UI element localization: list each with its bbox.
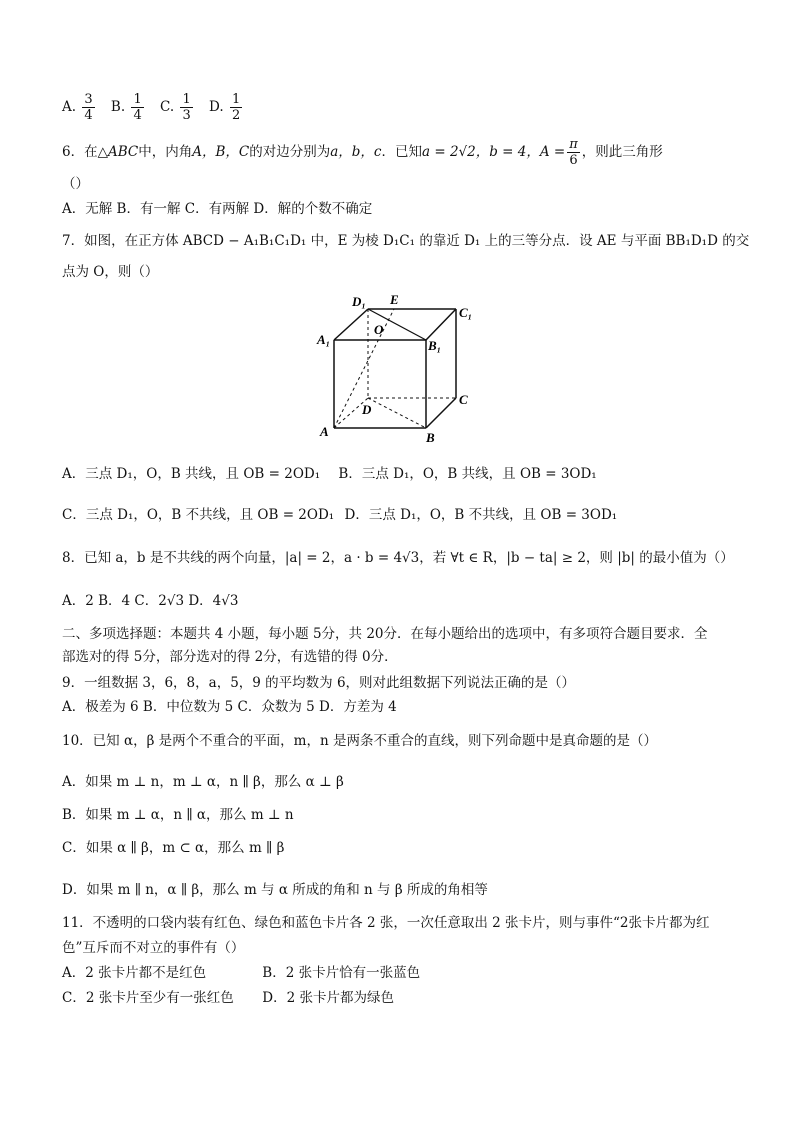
label-A1: A₁ (317, 332, 331, 347)
q11-options-row2 (62, 988, 394, 1008)
section2-instructions-line2: 部选对的得 5分，部分选对的得 2分，有选错的得 0分． (62, 649, 398, 665)
edge-A1-D1 (334, 309, 368, 340)
label-B1: B₁ (428, 338, 442, 353)
q7-option-c: C．三点 D₁，O，B 不共线，且 OB = 2OD₁ (62, 507, 335, 523)
q7-stem-line1: 7．如图，在正方体 ABCD − A₁B₁C₁D₁ 中，E 为棱 D₁C₁ 的靠近 D₁ 上的三等分点．设 AE 与平面 BB₁D₁D 的交 (62, 233, 750, 249)
q10-option-a: A．如果 m ⊥ n，m ⊥ α，n ∥ β，那么 α ⊥ β (62, 774, 344, 790)
label-B: B (426, 430, 435, 445)
q10-option-b: B．如果 m ⊥ α，n ∥ α，那么 m ⊥ n (62, 807, 294, 823)
q5-option-b: B. $\frac{1}{4}$ (110, 92, 142, 123)
q5-option-c: C. $\frac{1}{3}$ (160, 92, 191, 123)
q5-option-d: D. $\frac{1}{2}$ (209, 92, 241, 123)
q7-option-d: D．三点 D₁，O，B 不共线，且 OB = 3OD₁ (344, 507, 618, 523)
label-D1: D₁ (352, 294, 366, 309)
q5-option-a: A. $\frac{3}{4}$ (62, 92, 93, 123)
edge-D-B-hidden (368, 398, 426, 428)
label-A: A (320, 424, 329, 439)
q7-option-b: B．三点 D₁，O，B 共线，且 OB = 3OD₁ (338, 466, 597, 482)
edge-B1-C1 (426, 309, 456, 340)
cube-figure (316, 290, 486, 450)
q6-paren: （） (62, 176, 89, 192)
edge-B-C (426, 398, 456, 428)
q6-options: A．无解 B．有一解 C．有两解 D．解的个数不确定 (62, 201, 373, 217)
q11-option-d: D．2 张卡片都为绿色 (262, 990, 395, 1006)
q10-option-c: C．如果 α ∥ β，m ⊂ α，那么 m ∥ β (62, 840, 285, 856)
q7-options-row1 (62, 464, 597, 484)
label-D: D (362, 402, 372, 417)
q9-options: A．极差为 6 B．中位数为 5 C．众数为 5 D．方差为 4 (62, 699, 397, 715)
q10-option-d: D．如果 m ∥ n，α ∥ β，那么 m 与 α 所成的角和 n 与 β 所成的角相等 (62, 882, 488, 898)
q5-options (62, 92, 244, 128)
q11-option-a: A．2 张卡片都不是红色 (62, 965, 207, 981)
q7-option-a: A．三点 D₁，O，B 共线，且 OB = 2OD₁ (62, 466, 321, 482)
q8-stem: 8．已知 a，b 是不共线的两个向量，|a| = 2，a · b = 4√3，若 ∀t ∈ R，|b − ta| ≥ 2，则 |b| 的最小值为（） (62, 550, 734, 566)
label-E: E (390, 292, 399, 307)
section2-instructions-line1: 二、多项选择题：本题共 4 小题，每小题 5分，共 20分．在每小题给出的选项中，有多项符合题目要求．全 (62, 626, 708, 642)
q6-stem: 6．在 △ABC 中，内角 A，B，C 的对边分别为 a，b，c ．已知 a = 2√2 ，b = 4， A = $\frac{\pi}{6}$ ，则此三角形 (62, 136, 663, 168)
label-C1: C₁ (459, 305, 473, 320)
q11-option-c: C．2 张卡片至少有一张红色 (62, 990, 234, 1006)
q11-stem-line1: 11．不透明的口袋内装有红色、绿色和蓝色卡片各 2 张，一次任意取出 2 张卡片，则与事件“2张卡片都为红 (62, 915, 710, 931)
q10-stem: 10．已知 α，β 是两个不重合的平面，m，n 是两条不重合的直线，则下列命题中是真命题的是（） (62, 733, 657, 749)
q9-stem: 9．一组数据 3，6，8，a，5，9 的平均数为 6，则对此组数据下列说法正确的是（） (62, 675, 576, 691)
q11-options-row1 (62, 963, 420, 983)
q7-options-row2 (62, 505, 617, 525)
q8-options: A．2 B．4 C．2√3 D．4√3 (62, 593, 239, 609)
label-O: O (374, 322, 384, 337)
q11-stem-line2: 色”互斥而不对立的事件有（） (62, 940, 245, 956)
q7-stem-line2: 点为 O，则（） (62, 264, 159, 280)
label-C: C (459, 392, 468, 407)
q11-option-b: B．2 张卡片恰有一张蓝色 (262, 965, 421, 981)
